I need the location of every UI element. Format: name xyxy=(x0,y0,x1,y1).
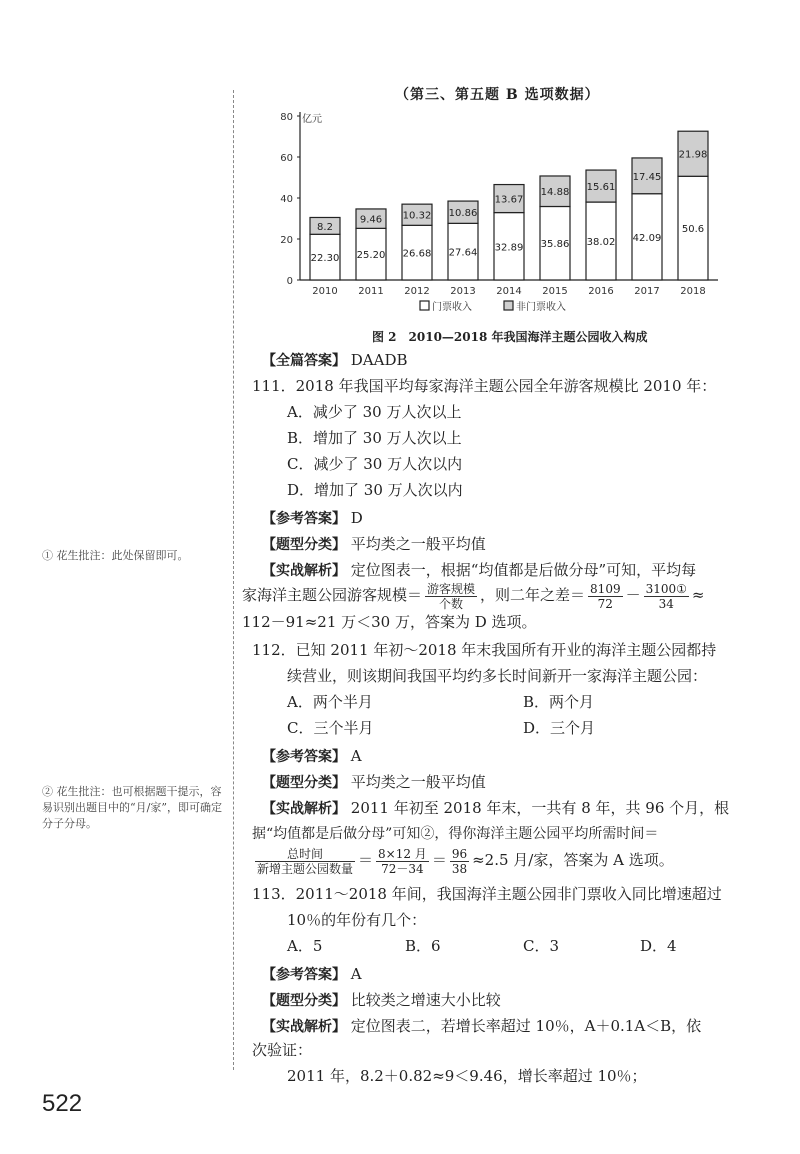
data-label-ticket: 35.86 xyxy=(540,239,570,251)
figure-header: （第三、第五题 B 选项数据） xyxy=(395,87,600,103)
data-label-ticket: 22.30 xyxy=(310,253,340,265)
q111-frac-b-den: 72 xyxy=(597,596,613,611)
q113-analysis-line1 xyxy=(262,1013,701,1040)
overall-answer xyxy=(262,347,408,374)
data-label-ticket: 50.6 xyxy=(681,224,705,236)
q112-analysis-line3 xyxy=(252,843,674,877)
x-tick-label: 2015 xyxy=(542,286,568,297)
q112-option-b: B．两个月 xyxy=(523,693,595,711)
data-label-non-ticket: 10.86 xyxy=(448,208,478,220)
q112-frac-b-num: 8×12 月 xyxy=(378,846,427,861)
y-tick-label: 0 xyxy=(286,276,293,287)
data-label-ticket: 27.64 xyxy=(448,247,478,259)
q112-frac-c-den: 38 xyxy=(451,861,468,876)
q112-option-c: C．三个半月 xyxy=(287,719,374,737)
q112-stem-line1: 112．已知 2011 年初～2018 年末我国所有开业的海洋主题公园都持 xyxy=(252,641,717,659)
data-label-ticket: 25.20 xyxy=(356,250,386,262)
q111-frac-a-num: 游客规模 xyxy=(427,581,476,596)
q112-frac-c-num: 96 xyxy=(451,846,468,861)
q112-type-label: 【题型分类】 xyxy=(262,775,346,791)
data-label-non-ticket: 17.45 xyxy=(632,171,662,183)
q113-option-d: D．4 xyxy=(640,937,677,955)
q111-analysis-text1: 定位图表一，根据“均值都是后做分母”可知，平均每 xyxy=(350,561,697,579)
margin-note-2: ② 花生批注：也可根据题干提示，容易识别出题目中的“月/家”，即可确定分子分母。 xyxy=(42,785,222,830)
x-tick-label: 2016 xyxy=(588,286,614,297)
q112-answer-label: 【参考答案】 xyxy=(262,749,346,765)
q112-option-a: A．两个半月 xyxy=(287,693,373,711)
data-label-ticket: 26.68 xyxy=(402,248,432,260)
q112-eq-2: ＝ xyxy=(431,851,447,869)
q112-analysis-line1 xyxy=(262,795,729,822)
q113-type-value: 比较类之增速大小比较 xyxy=(350,991,501,1009)
legend-swatch-ticket xyxy=(420,301,429,310)
q111-type-label: 【题型分类】 xyxy=(262,537,346,553)
data-label-ticket: 42.09 xyxy=(632,232,662,244)
margin-note-1: ① 花生批注：此处保留即可。 xyxy=(42,549,189,562)
q111-analysis-label: 【实战解析】 xyxy=(262,563,346,579)
q111-option-c: C．减少了 30 万人次以内 xyxy=(287,455,463,473)
x-tick-label: 2012 xyxy=(404,286,430,297)
data-label-non-ticket: 9.46 xyxy=(359,214,383,226)
q112-frac-b-den: 72－34 xyxy=(381,861,424,876)
page-number: 522 xyxy=(42,1090,83,1117)
data-label-ticket: 38.02 xyxy=(586,237,616,249)
q113-stem-line2: 10％的年份有几个： xyxy=(287,911,427,929)
q113-answer-value: A xyxy=(350,965,362,983)
q112-frac-a-num: 总时间 xyxy=(255,847,355,862)
x-tick-label: 2018 xyxy=(680,286,706,297)
margin-divider xyxy=(233,90,234,1070)
overall-answer-label: 【全篇答案】 xyxy=(262,353,346,369)
q111-answer-label: 【参考答案】 xyxy=(262,511,346,527)
q113-analysis-text1: 定位图表二，若增长率超过 10％，A＋0.1A＜B，依 xyxy=(350,1017,702,1035)
legend-swatch-non-ticket xyxy=(504,301,513,310)
q112-answer xyxy=(262,743,362,770)
q112-analysis-text1: 2011 年初至 2018 年末，一共有 8 年，共 96 个月，根 xyxy=(350,799,730,817)
q113-option-a: A．5 xyxy=(287,937,323,955)
overall-answer-value: DAADB xyxy=(350,351,408,369)
q112-frac-a-den: 新增主题公园数量 xyxy=(257,861,354,876)
q111-analysis-text2a: 家海洋主题公园游客规模＝ xyxy=(242,586,423,604)
legend-label-non-ticket: 非门票收入 xyxy=(516,302,566,313)
q111-analysis-line2 xyxy=(242,578,704,612)
q111-approx: ≈ xyxy=(691,586,705,604)
q111-option-b: B．增加了 30 万人次以上 xyxy=(287,429,462,447)
q111-fraction-2018 xyxy=(588,582,623,611)
q111-option-a: A．减少了 30 万人次以上 xyxy=(287,403,462,421)
q111-frac-c-den: 34 xyxy=(658,596,674,611)
q112-fraction-result xyxy=(450,847,469,876)
stacked-bar-chart xyxy=(262,104,722,326)
q113-answer-label: 【参考答案】 xyxy=(262,967,346,983)
x-tick-label: 2010 xyxy=(312,286,338,297)
q112-fraction-formula xyxy=(255,847,355,876)
q111-analysis-line3: 112－91≈21 万＜30 万，答案为 D 选项。 xyxy=(242,613,537,631)
q111-fraction-2010 xyxy=(644,582,689,611)
q112-analysis-label: 【实战解析】 xyxy=(262,801,346,817)
q112-fraction-calc xyxy=(376,847,429,876)
q111-stem: 111．2018 年我国平均每家海洋主题公园全年游客规模比 2010 年： xyxy=(252,377,717,395)
legend-label-ticket: 门票收入 xyxy=(432,302,472,313)
q111-analysis-text2b: ，则二年之差＝ xyxy=(480,586,586,604)
y-tick-label: 20 xyxy=(280,235,293,246)
q111-type-value: 平均类之一般平均值 xyxy=(350,535,486,553)
q113-analysis-line2: 次验证： xyxy=(252,1041,313,1059)
q113-type xyxy=(262,987,501,1014)
q112-option-d: D．三个月 xyxy=(523,719,596,737)
q111-option-d: D．增加了 30 万人次以内 xyxy=(287,481,463,499)
q112-analysis-line2: 据“均值都是后做分母”可知②，得你海洋主题公园平均所需时间＝ xyxy=(252,826,659,842)
y-axis-label: 亿元 xyxy=(302,114,322,125)
q112-analysis-text3: ≈2.5 月/家，答案为 A 选项。 xyxy=(472,851,674,869)
x-tick-label: 2013 xyxy=(450,286,476,297)
q111-minus: － xyxy=(625,586,641,604)
figure-caption: 图 2 2010—2018 年我国海洋主题公园收入构成 xyxy=(372,330,648,344)
q113-analysis-label: 【实战解析】 xyxy=(262,1019,346,1035)
q113-option-b: B．6 xyxy=(405,937,441,955)
data-label-ticket: 32.89 xyxy=(494,242,524,254)
q113-analysis-line3: 2011 年，8.2＋0.82≈9＜9.46，增长率超过 10％； xyxy=(287,1067,647,1085)
chart-layer xyxy=(280,112,718,313)
y-tick-label: 40 xyxy=(280,194,293,205)
x-tick-label: 2011 xyxy=(358,286,384,297)
q111-type xyxy=(262,531,486,558)
data-label-non-ticket: 21.98 xyxy=(678,149,708,161)
q111-frac-a-den: 个数 xyxy=(439,596,464,611)
q111-fraction-formula xyxy=(425,582,477,611)
data-label-non-ticket: 8.2 xyxy=(317,221,333,233)
q111-frac-b-num: 8109 xyxy=(590,581,621,596)
y-tick-label: 60 xyxy=(280,153,293,164)
q113-stem-line1: 113．2011～2018 年间，我国海洋主题公园非门票收入同比增速超过 xyxy=(252,885,722,903)
data-label-non-ticket: 13.67 xyxy=(494,194,524,206)
q111-answer xyxy=(262,505,363,532)
data-label-non-ticket: 10.32 xyxy=(402,210,432,222)
data-label-non-ticket: 14.88 xyxy=(540,187,570,199)
q112-type xyxy=(262,769,486,796)
q112-stem-line2: 续营业，则该期间我国平均约多长时间新开一家海洋主题公园： xyxy=(287,667,708,685)
q112-type-value: 平均类之一般平均值 xyxy=(350,773,486,791)
x-tick-label: 2014 xyxy=(496,286,522,297)
q111-frac-c-num: 3100① xyxy=(645,581,687,596)
q113-option-c: C．3 xyxy=(523,937,560,955)
q112-answer-value: A xyxy=(350,747,362,765)
q113-type-label: 【题型分类】 xyxy=(262,993,346,1009)
q113-answer xyxy=(262,961,362,988)
q111-answer-value: D xyxy=(350,509,363,527)
y-tick-label: 80 xyxy=(280,112,293,123)
q112-eq-1: ＝ xyxy=(358,851,374,869)
x-tick-label: 2017 xyxy=(634,286,660,297)
data-label-non-ticket: 15.61 xyxy=(586,182,616,194)
